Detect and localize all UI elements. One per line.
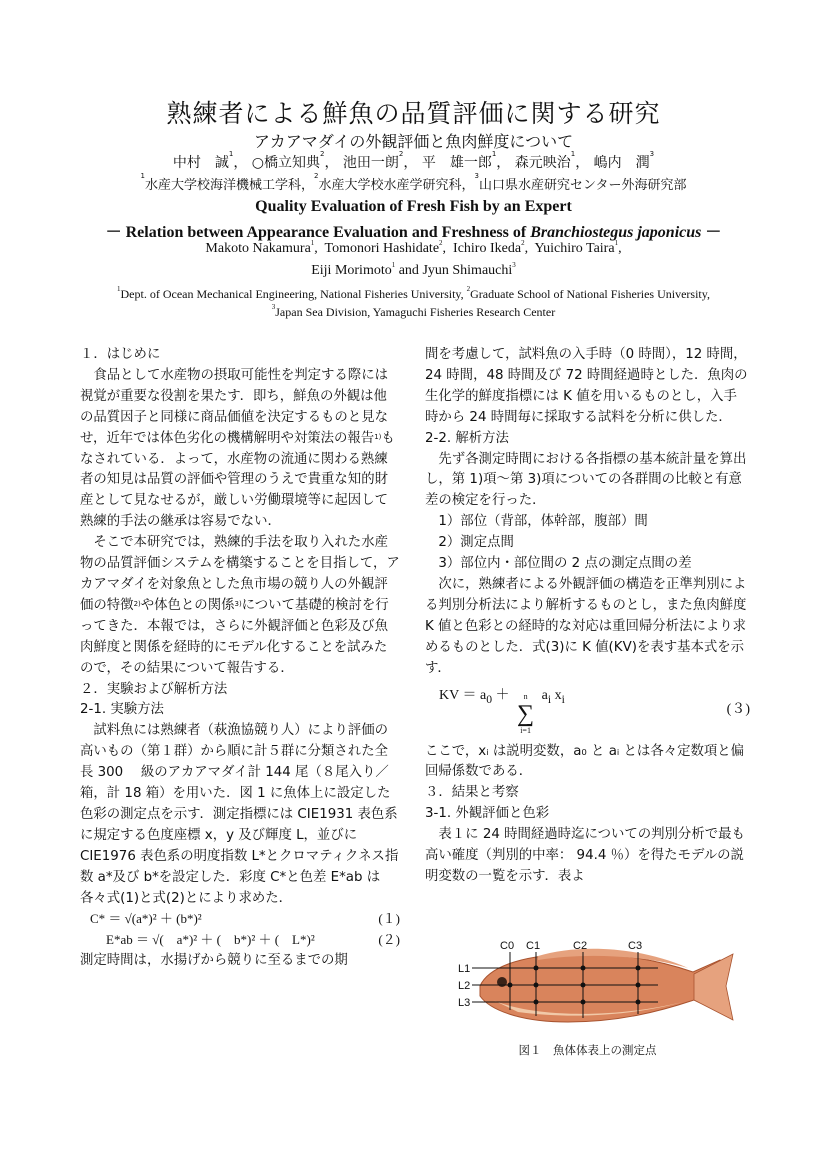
aff-mark: 1 [391,261,396,269]
author-en: Makoto Nakamura [205,241,311,256]
aff-mark: 3 [271,303,276,311]
aff-mark: 3 [474,172,479,180]
equation-1 [80,909,400,930]
eq-term: KV ＝ a [439,687,487,703]
aff-mark: 1 [491,150,497,158]
authors-en-line2: Eiji Morimoto$^1$ and Jyun Shimauchi$^3$ [311,261,516,278]
aff-mark: 1 [228,150,234,158]
left-column [80,345,400,972]
author-ja: 森元映治 [514,155,571,171]
paragraph-text: 食品として水産物の摂取可能性を判定する際には視覚が重要な役割を果たす．即ち，鮮魚の外観は他の品質因子と同様に商品価値を決定するものと見なせ，近年では体色劣化の機構解明や対策法の報告 [80,367,388,446]
author-en: Jyun Shimauchi [422,263,513,278]
affiliation-ja: 水産大学校海洋機械工学科 [144,178,301,193]
measurement-point [534,966,539,971]
section-heading: ３．結果と考察 [425,785,519,801]
author-en: Yuichiro Taira [534,241,615,256]
paragraph [80,366,400,533]
subsection-heading: 2-2. 解析方法 [425,430,509,446]
author-ja: ○橋立知典 [251,155,320,171]
paragraph-text: もなされている．よって，水産物の流通に関わる熟練者の知見は品質の評価や管理のうえで貴重な知的財産として見なせるが，厳しい労働環境等に起因して熟練的手法の継承は容易でない． [80,430,395,530]
species-name: Branchiostegus japonicus [530,224,702,241]
citation-ref: 3) [234,599,242,608]
measurement-point [534,1000,539,1005]
aff-mark: 1 [310,239,315,247]
right-column [425,345,750,888]
author-en: Ichiro Ikeda [453,241,522,256]
label-c2: C2 [573,940,588,952]
list-item: 2）測定点間 [438,535,514,551]
authors-ja: 中村 誠$^1$， ○橋立知典$^2$， 池田一朗$^2$， 平 雄一郎$^1$， 森元映治$^1$， 嶋内 潤$^3$ [172,150,655,171]
sum-sign: ∑ [517,700,535,727]
paragraph-text: そこで本研究では，熟練的手法を取り入れた水産物の品質評価システムを構築することを目指して，アカアマダイを対象魚とした魚市場の競り人の外観評価の特徴 [80,535,400,613]
fish-tail [694,954,733,1020]
author-ja: 池田一朗 [342,155,399,171]
title-ja: 熟練者による鮮魚の品質評価に関する研究 [166,99,661,128]
measurement-point [581,983,586,988]
label-c1: C1 [526,940,541,952]
paragraph: ここで，xᵢ は説明変数，a₀ と aᵢ とは各々定数項と偏回帰係数である． [425,743,745,780]
list-item: 1）部位（背部，体幹部，腹部）間 [438,514,648,530]
equation-body: E*ab ＝ √( a*)² ＋ ( b*)² ＋ ( L*)² [106,932,315,948]
figure-caption: 図１ 魚体体表上の測定点 [518,1043,657,1057]
aff-mark: 2 [439,239,443,247]
aff-mark: 2 [521,239,525,247]
author-en: Eiji Morimoto [311,263,392,278]
label-l3: L3 [458,997,471,1009]
subtitle-ja: アカアマダイの外観評価と魚肉鮮度について [253,132,574,151]
authors-en-line1: Makoto Nakamura$^1$, Tomonori Hashidate$^2$, Ichiro Ikeda$^2$, Yuichiro Taira$^1$, [205,239,622,256]
paragraph-text: について基礎的検討を行ってきた．本報では，さらに外観評価と色彩及び魚肉鮮度と関係を経時的にモデル化することを試みたので，その結果について報告する． [80,597,389,676]
paragraph-text: や体色との関係 [140,597,235,613]
affiliations-ja: $^1$水産大学校海洋機械工学科，$^2$水産大学校水産学研究科，$^3$山口県水産研究センター外海研究部 [140,172,687,193]
aff-mark: 1 [570,150,576,158]
equation-number: (３) [726,702,750,718]
measurement-point [581,966,586,971]
subsection-heading: 3-1. 外観評価と色彩 [425,806,550,822]
fish-body [480,954,725,1022]
paragraph: 測定時間は，水揚げから競りに至るまでの期 [80,953,348,969]
label-l2: L2 [458,980,471,992]
figure-fish-measurement-points [458,938,748,1038]
list-item: 3）部位内・部位間の 2 点の測定点間の差 [438,556,692,572]
aff-mark: 2 [314,172,319,180]
subtitle-en [0,219,827,242]
equation-body: C* ＝ √(a*)² ＋ (b*)² [90,911,202,927]
aff-mark: 2 [466,285,471,293]
equation-3 [425,680,750,742]
measurement-point [636,1000,641,1005]
measurement-point [636,983,641,988]
title-en: Quality Evaluation of Fresh Fish by an Expert [255,198,572,215]
aff-mark: 3 [512,261,516,269]
subtitle-en-prefix: － Relation between Appearance Evaluation and Freshness of [105,224,531,241]
label-c3: C3 [628,940,643,952]
eq-sub: i [547,692,552,706]
affiliation-en-line1 [0,287,827,302]
affiliation-en: Dept. of Ocean Mechanical Engineering, National Fisheries University, [120,287,467,301]
affiliation-ja: 水産大学校水産学研究科 [318,178,462,193]
section-heading: １．はじめに [80,347,161,362]
subtitle-en-suffix: － [701,224,722,241]
aff-mark: 2 [319,150,325,158]
aff-mark: 1 [140,172,145,180]
author-en: Tomonori Hashidate [324,241,440,256]
equation-2 [80,930,400,951]
subsection-heading: 2-1. 実験方法 [80,702,164,718]
aff-mark: 1 [117,285,121,293]
paragraph: 間を考慮して，試料魚の入手時（0 時間），12 時間，24 時間，48 時間及び 72 時間経過時とした．魚肉の生化学的鮮度指標には K 値を用いるものとし，入手時から 24 時間毎に採取する試料を分析に供した． [425,347,748,425]
measurement-point [581,1000,586,1005]
eq-term: ＋ [492,687,510,703]
eq-sub: i [561,692,565,706]
section-heading: ２．実験および解析方法 [80,681,228,697]
measurement-point [508,983,513,988]
equation-body [425,686,565,736]
equation-number: (１) [378,911,400,927]
aff-mark: 3 [649,150,655,158]
affiliation-en: Japan Sea Division, Yamaguchi Fisheries Research Center [275,305,556,319]
eq-term: x [551,687,562,703]
author-ja: 嶋内 潤 [593,155,650,171]
paragraph: 次に，熟練者による外観評価の構造を正準判別による判別分析法により解析するものとし，また魚肉鮮度 K 値と色彩との経時的な対応は重回帰分析法により求めるものとした．式(3)に K 値(KV)を表す基本式を示す． [425,576,747,676]
eq-sub: 0 [486,692,493,706]
citation-ref: 1) [374,432,382,441]
author-ja: 中村 誠 [172,155,229,171]
sum-lower: i=1 [520,725,531,735]
paragraph: 試料魚には熟練者（萩漁協競り人）により評価の高いもの（第１群）から順に計５群に分類された全長 300 級のアカアマダイ計 144 尾（８尾入り／箱，計 18 箱）を用いた．図 1 に魚体上に設定した色彩の測定点を示す．測定指標には CIE1931 表色系に規定する色度座標 x，y 及び輝度 L，並びに CIE1976 表色系の明度指数 L*とクロマティクネス指数 a*及び b*を設定した．彩度 C*と色差 E*ab は各々式(1)と式(2)とにより求めた． [80,723,399,906]
sigma-symbol [517,692,534,736]
affiliation-en: Graduate School of National Fisheries University, [470,287,710,301]
citation-ref: 2) [133,599,141,608]
paragraph: 先ず各測定時間における各指標の基本統計量を算出し，第 1)項～第 3)項についての各群間の比較と有意差の検定を行った． [425,451,747,509]
author-ja: 平 雄一郎 [421,155,492,171]
eq-term: a [541,687,548,703]
label-l1: L1 [458,963,471,975]
affiliation-ja: 山口県水産研究センター外海研究部 [478,178,687,193]
equation-number: (２) [378,932,400,948]
paragraph: 表１に 24 時間経過時迄についての判別分析で最も高い確度（判別的中率： 94.4 ％）を得たモデルの説明変数の一覧を示す．表よ [425,827,745,884]
aff-mark: 1 [614,239,619,247]
measurement-point [534,983,539,988]
measurement-point [636,966,641,971]
affiliation-en-line2 [0,305,827,320]
aff-mark: 2 [398,150,404,158]
paragraph [80,533,400,679]
sum-upper: n [523,691,528,701]
label-c0: C0 [500,940,515,952]
